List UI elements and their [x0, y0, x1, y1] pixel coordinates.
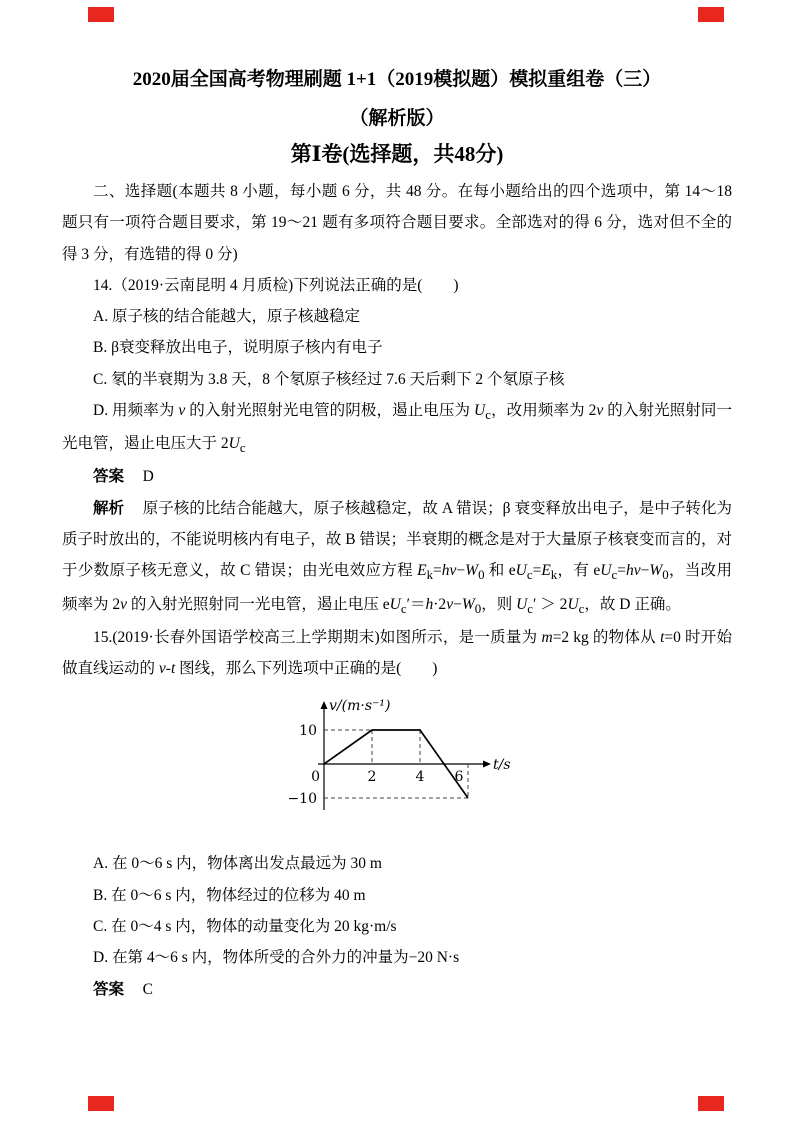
- page-title: 2020届全国高考物理刷题 1+1（2019模拟题）模拟重组卷（三）: [132, 69, 662, 90]
- watermark-badge-top-left: [88, 7, 114, 22]
- watermark-badge-bottom-right: [698, 1096, 724, 1111]
- q14-stem: 14.（2019·云南昆明 4 月质检)下列说法正确的是( ): [93, 276, 459, 294]
- q14-analysis-line: [62, 493, 732, 622]
- q14-answer-line: [62, 461, 732, 492]
- q15-stem: 15.(2019·长春外国语学校高三上学期期末)如图所示，是一质量为 m=2 kg 的物体从 t=0 时开始做直线运动的 v-t 图线，那么下列选项中正确的是( ): [62, 628, 732, 678]
- svg-text:−10: −10: [287, 791, 317, 808]
- q15-option-a: A. 在 0～6 s 内，物体离出发点最远为 30 m: [93, 855, 382, 873]
- q14-answer-value: D: [142, 468, 154, 486]
- q14-analysis-text: 原子核的比结合能越大，原子核越稳定，故 A 错误；β 衰变释放出电子，是中子转化为质子时放出的，不能说明核内有电子，故 B 错误；半衰期的概念是对于大量原子核衰变而言的，对于少数原子核无意义，故 C 错误；由光电效应方程 $E_k=hv-W_0$ 和 $eU_c=E_k$，有 $eU_c=hv-W_0$，当改用频率为 2v 的入射光照射同一光电管，遏止电压 $eU_c'=h\cdot 2v-W_0$，则 $U_c' > 2U_c$，故 D 正确。: [62, 499, 732, 616]
- answer-label: 答案: [93, 468, 125, 486]
- answer-label: 答案: [93, 980, 125, 998]
- svg-text:0: 0: [311, 769, 320, 786]
- svg-text:6: 6: [454, 769, 464, 786]
- svg-text:2: 2: [367, 769, 377, 786]
- q15-option-d: D. 在第 4～6 s 内，物体所受的合外力的冲量为−20 N·s: [93, 949, 460, 967]
- q14-option-a: A. 原子核的结合能越大，原子核越稳定: [93, 308, 360, 326]
- section-heading: 第Ⅰ卷(选择题，共48分): [290, 142, 504, 166]
- q14-option-c: C. 氡的半衰期为 3.8 天，8 个氡原子核经过 7.6 天后剩下 2 个氡原子核: [93, 370, 565, 388]
- svg-text:4: 4: [415, 769, 425, 786]
- q14-option-d: D. 用频率为 v 的入射光照射光电管的阴极，遏止电压为 $U_c$，改用频率为 2v 的入射光照射同一光电管，遏止电压大于 $2U_c$: [62, 402, 732, 456]
- analysis-label: 解析: [93, 499, 125, 517]
- section-intro: 二、选择题(本题共 8 小题，每小题 6 分，共 48 分。在每小题给出的四个选项中，第 14～18 题只有一项符合题目要求，第 19～21 题有多项符合题目要求。全部选对的得 6 分，选对但不全的得 3 分，有选错的得 0 分): [62, 183, 732, 263]
- watermark-badge-bottom-left: [88, 1096, 114, 1111]
- q15-option-c: C. 在 0～4 s 内，物体的动量变化为 20 kg·m/s: [93, 917, 397, 935]
- watermark-badge-top-right: [698, 7, 724, 22]
- svg-text:10: 10: [299, 723, 317, 740]
- q15-answer-line: [62, 974, 732, 1005]
- svg-text:t/s: t/s: [493, 757, 511, 774]
- page-subtitle: （解析版）: [349, 108, 445, 129]
- vt-graph-figure: [272, 692, 522, 842]
- q15-option-b: B. 在 0～6 s 内，物体经过的位移为 40 m: [93, 886, 366, 904]
- q15-answer-value: C: [142, 980, 153, 998]
- vt-graph: [272, 692, 522, 842]
- q14-option-b: B. β衰变释放出电子，说明原子核内有电子: [93, 339, 383, 357]
- svg-text:v/(m·s⁻¹): v/(m·s⁻¹): [329, 698, 391, 715]
